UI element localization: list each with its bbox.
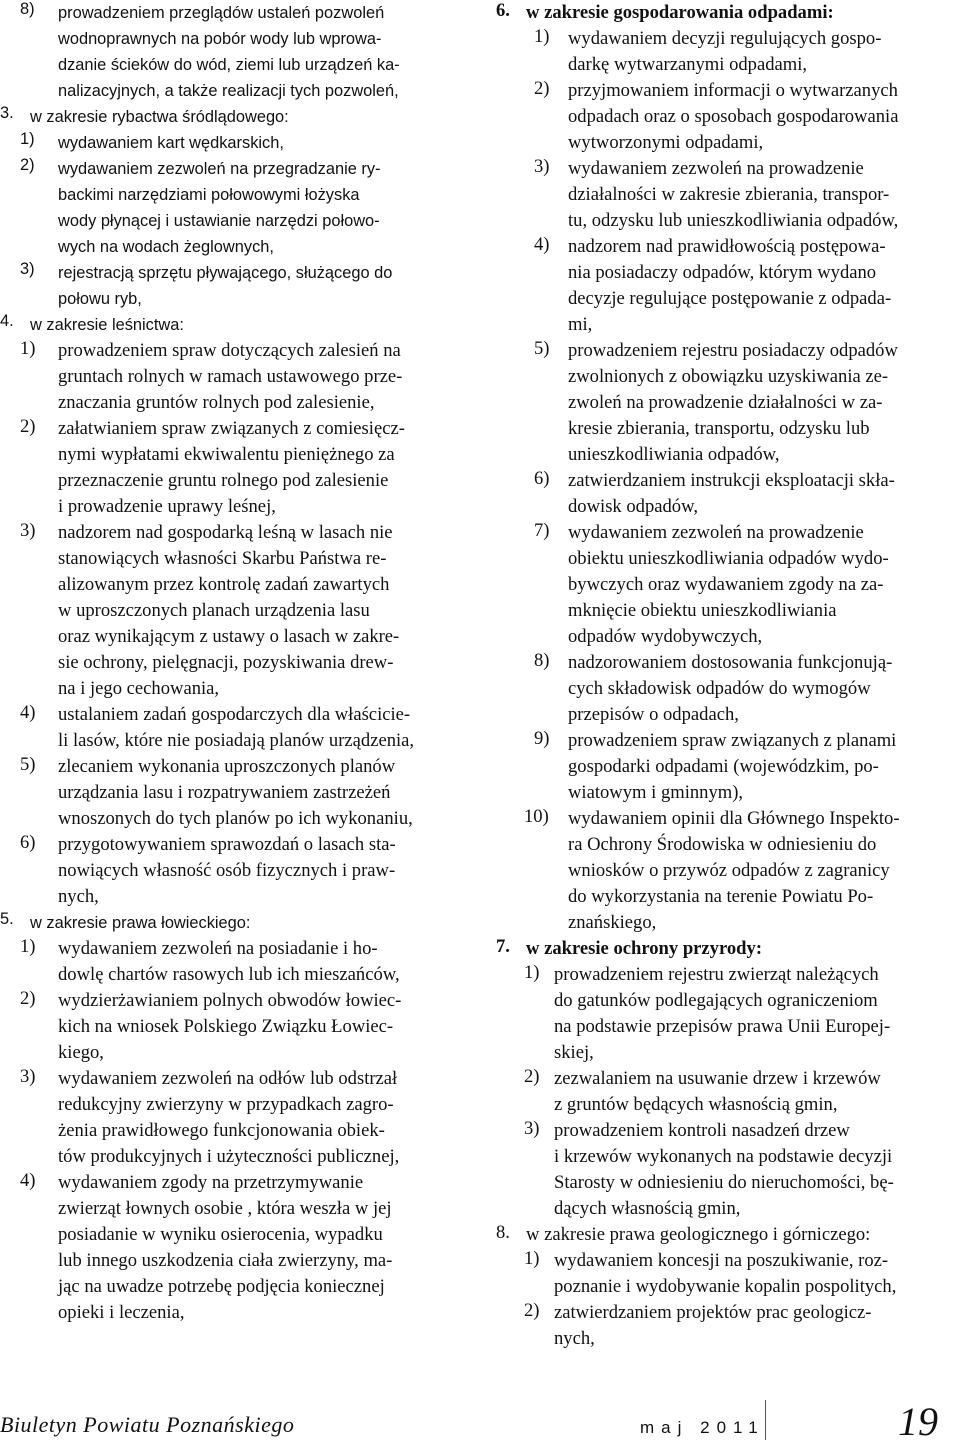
list-item-number: 2) bbox=[20, 988, 36, 1009]
list-item-number: 3) bbox=[524, 1118, 540, 1139]
list-item-line: Starosty w odniesieniu do nieruchomości, bę- bbox=[554, 1172, 894, 1193]
list-item bbox=[0, 832, 462, 910]
list-item-number: 1) bbox=[534, 26, 550, 47]
list-item-number: 3) bbox=[20, 520, 36, 541]
list-item-line: z gruntów będących własnością gmin, bbox=[554, 1094, 838, 1115]
list-item-line: w zakresie prawa łowieckiego: bbox=[30, 914, 251, 932]
list-item-line: alizowanym przez kontrolę zadań zawartych bbox=[58, 574, 390, 595]
list-item bbox=[0, 520, 462, 702]
list-item bbox=[0, 338, 462, 416]
list-item-line: wydawaniem opinii dla Głównego Inspekto- bbox=[568, 808, 900, 829]
list-item-line: obiektu unieszkodliwiania odpadów wydo- bbox=[568, 548, 889, 569]
list-item-line: wydawaniem zezwoleń na prowadzenie bbox=[568, 158, 864, 179]
list-item-number: 8) bbox=[534, 650, 550, 671]
list-item-number: 3) bbox=[20, 1066, 36, 1087]
page-number: 19 bbox=[898, 1399, 938, 1444]
list-item-line: przygotowywaniem sprawozdań o lasach sta- bbox=[58, 834, 396, 855]
list-item-line: odpadów wydobywczych, bbox=[568, 626, 763, 647]
list-item-number: 1) bbox=[524, 1248, 540, 1269]
list-item-line: wytworzonymi odpadami, bbox=[568, 132, 764, 153]
list-item-line: sie ochrony, pielęgnacji, pozyskiwania drew- bbox=[58, 652, 394, 673]
list-item-line: zwierząt łownych osobie , która weszła w jej bbox=[58, 1198, 392, 1219]
list-item-line: zwoleń na prowadzenie działalności w za- bbox=[568, 392, 883, 413]
list-item-line: unieszkodliwiania odpadów, bbox=[568, 444, 780, 465]
list-item-line: załatwianiem spraw związanych z comiesięcz- bbox=[58, 418, 405, 439]
publication-title: Biuletyn Powiatu Poznańskiego bbox=[0, 1412, 295, 1437]
list-item-line: wydawaniem zezwoleń na prowadzenie bbox=[568, 522, 864, 543]
list-item-number: 3) bbox=[534, 156, 550, 177]
list-item-line: rejestracją sprzętu pływającego, służącego do bbox=[58, 264, 393, 282]
list-item-line: decyzje regulujące postępowanie z odpada- bbox=[568, 288, 892, 309]
list-item-number: 8. bbox=[496, 1222, 510, 1243]
list-item bbox=[0, 702, 462, 754]
footer-divider bbox=[765, 1400, 766, 1440]
list-item-line: oraz wynikającym z ustawy o lasach w zakre- bbox=[58, 626, 400, 647]
list-item bbox=[496, 234, 958, 338]
list-item-number: 2) bbox=[524, 1300, 540, 1321]
list-item bbox=[496, 1118, 958, 1222]
list-item-line: zatwierdzaniem projektów prac geologicz- bbox=[554, 1302, 872, 1323]
list-item-line: prowadzeniem kontroli nasadzeń drzew bbox=[554, 1120, 850, 1141]
list-item bbox=[496, 1066, 958, 1118]
list-item-line: dowlę chartów rasowych lub ich mieszańców, bbox=[58, 964, 400, 985]
page-footer bbox=[0, 1400, 960, 1445]
list-item-line: tów produkcyjnych i użyteczności publicznej, bbox=[58, 1146, 400, 1167]
list-item-line: kiego, bbox=[58, 1042, 104, 1063]
list-item-line: opieki i leczenia, bbox=[58, 1302, 185, 1323]
list-item-line: poznanie i wydobywanie kopalin pospolitych, bbox=[554, 1276, 897, 1297]
list-item-line: ustalaniem zadań gospodarczych dla właścicie- bbox=[58, 704, 411, 725]
list-item-line: posiadanie w wyniku osierocenia, wypadku bbox=[58, 1224, 383, 1245]
list-item-line: mi, bbox=[568, 314, 593, 335]
list-item-number: 5) bbox=[20, 754, 36, 775]
list-item-number: 6. bbox=[496, 0, 510, 21]
list-item-line: i krzewów wykonanych na podstawie decyzji bbox=[554, 1146, 893, 1167]
list-item-number: 3. bbox=[0, 104, 14, 122]
list-item-line: nych, bbox=[58, 886, 99, 907]
list-item bbox=[496, 78, 958, 156]
list-item bbox=[496, 26, 958, 78]
list-item bbox=[496, 650, 958, 728]
list-item-line: wody płynącej i ustawianie narzędzi połowo- bbox=[58, 212, 380, 230]
list-item-line: przepisów o odpadach, bbox=[568, 704, 739, 725]
left-column bbox=[0, 0, 462, 1326]
list-item-line: tu, odzysku lub unieszkodliwiania odpadów, bbox=[568, 210, 899, 231]
list-item-line: zlecaniem wykonania uproszczonych planów bbox=[58, 756, 396, 777]
list-item-line: wnoszonych do tych planów po ich wykonaniu, bbox=[58, 808, 413, 829]
list-item-line: zatwierdzaniem instrukcji eksploatacji skła- bbox=[568, 470, 895, 491]
list-item-line: stanowiących własności Skarbu Państwa re- bbox=[58, 548, 387, 569]
list-item-line: skiej, bbox=[554, 1042, 594, 1063]
list-item-line: cych składowisk odpadów do wymogów bbox=[568, 678, 871, 699]
list-item-number: 1) bbox=[20, 338, 36, 359]
list-item-line: na podstawie przepisów prawa Unii Europej- bbox=[554, 1016, 891, 1037]
list-item bbox=[0, 260, 462, 312]
list-item-line: prowadzeniem rejestru posiadaczy odpadów bbox=[568, 340, 898, 361]
list-item-line: w zakresie ochrony przyrody: bbox=[526, 938, 763, 959]
list-item-line: wiatowym i gminnym), bbox=[568, 782, 744, 803]
list-item-line: redukcyjny zwierzyny w przypadkach zagro- bbox=[58, 1094, 394, 1115]
list-item-line: wydawaniem koncesji na poszukiwanie, roz- bbox=[554, 1250, 889, 1271]
list-item bbox=[0, 0, 462, 104]
list-item-line: gospodarki odpadami (wojewódzkim, po- bbox=[568, 756, 879, 777]
list-item-line: wydawaniem zgody na przetrzymywanie bbox=[58, 1172, 364, 1193]
list-item bbox=[496, 468, 958, 520]
list-item-line: wydawaniem kart wędkarskich, bbox=[58, 134, 284, 152]
list-item-line: wydawaniem decyzji regulujących gospo- bbox=[568, 28, 882, 49]
list-item-line: odpadach oraz o sposobach gospodarowania bbox=[568, 106, 899, 127]
list-item-line: zezwalaniem na usuwanie drzew i krzewów bbox=[554, 1068, 881, 1089]
list-item-line: kich na wniosek Polskiego Związku Łowiec- bbox=[58, 1016, 394, 1037]
list-item-line: zwolnionych z obowiązku uzyskiwania ze- bbox=[568, 366, 889, 387]
list-item-line: i prowadzenie uprawy leśnej, bbox=[58, 496, 276, 517]
list-item-line: backimi narzędziami połowowymi łożyska bbox=[58, 186, 360, 204]
list-item-line: do wykorzystania na terenie Powiatu Po- bbox=[568, 886, 874, 907]
list-item-line: wydawaniem zezwoleń na odłów lub odstrzał bbox=[58, 1068, 398, 1089]
list-item-line: przeznaczenie gruntu rolnego pod zalesienie bbox=[58, 470, 389, 491]
list-item-line: wydzierżawianiem polnych obwodów łowiec- bbox=[58, 990, 402, 1011]
list-item-number: 2) bbox=[534, 78, 550, 99]
list-item-number: 10) bbox=[524, 806, 549, 827]
list-item-number: 6) bbox=[534, 468, 550, 489]
list-item-line: ra Ochrony Środowiska w odniesieniu do bbox=[568, 834, 877, 855]
list-item-number: 3) bbox=[20, 260, 35, 278]
list-item bbox=[0, 1170, 462, 1326]
list-item-number: 5) bbox=[534, 338, 550, 359]
list-item bbox=[0, 936, 462, 988]
list-item bbox=[0, 1066, 462, 1170]
list-item-number: 6) bbox=[20, 832, 36, 853]
list-item-line: lub innego uszkodzenia ciała zwierzyny, ma- bbox=[58, 1250, 393, 1271]
list-item-line: wodnoprawnych na pobór wody lub wprowa- bbox=[58, 30, 382, 48]
list-item-line: wych na wodach żeglownych, bbox=[58, 238, 274, 256]
list-item bbox=[496, 156, 958, 234]
list-item-line: nalizacyjnych, a także realizacji tych pozwoleń, bbox=[58, 82, 399, 100]
list-item-line: bywczych oraz wydawaniem zgody na za- bbox=[568, 574, 884, 595]
list-item-line: wydawaniem zezwoleń na posiadanie i ho- bbox=[58, 938, 378, 959]
list-item bbox=[0, 156, 462, 260]
list-item-number: 4) bbox=[534, 234, 550, 255]
list-item bbox=[0, 416, 462, 520]
list-item bbox=[496, 1222, 958, 1248]
list-item-number: 8) bbox=[20, 0, 35, 18]
list-item-line: urządzania lasu i rozpatrywaniem zastrzeżeń bbox=[58, 782, 391, 803]
list-item-line: prowadzeniem rejestru zwierząt należących bbox=[554, 964, 879, 985]
list-item bbox=[496, 806, 958, 936]
list-item-number: 5. bbox=[0, 910, 14, 928]
list-item bbox=[496, 520, 958, 650]
list-item-line: dących własnością gmin, bbox=[554, 1198, 741, 1219]
list-item bbox=[0, 104, 462, 130]
list-item-line: prowadzeniem spraw związanych z planami bbox=[568, 730, 897, 751]
list-item-line: gruntach rolnych w ramach ustawowego prze- bbox=[58, 366, 403, 387]
list-item-line: mknięcie obiektu unieszkodliwiania bbox=[568, 600, 837, 621]
list-item-line: żenia prawidłowego funkcjonowania obiek- bbox=[58, 1120, 385, 1141]
list-item-number: 4. bbox=[0, 312, 14, 330]
list-item-number: 9) bbox=[534, 728, 550, 749]
list-item-line: w zakresie leśnictwa: bbox=[30, 316, 184, 334]
list-item-number: 1) bbox=[20, 130, 35, 148]
list-item-line: prowadzeniem przeglądów ustaleń pozwoleń bbox=[58, 4, 385, 22]
list-item-line: prowadzeniem spraw dotyczących zalesień na bbox=[58, 340, 401, 361]
list-item-line: kresie zbierania, transportu, odzysku lub bbox=[568, 418, 870, 439]
list-item-line: wniosków o przywóz odpadów z zagranicy bbox=[568, 860, 890, 881]
list-item-number: 2) bbox=[20, 156, 35, 174]
list-item-line: działalności w zakresie zbierania, transpor- bbox=[568, 184, 890, 205]
list-item-number: 7. bbox=[496, 936, 510, 957]
list-item bbox=[496, 1300, 958, 1352]
list-item bbox=[0, 312, 462, 338]
list-item-line: dzanie ścieków do wód, ziemi lub urządzeń ka- bbox=[58, 56, 400, 74]
list-item-number: 2) bbox=[524, 1066, 540, 1087]
list-item bbox=[496, 728, 958, 806]
list-item-line: w uproszczonych planach urządzenia lasu bbox=[58, 600, 370, 621]
list-item bbox=[496, 0, 958, 26]
list-item-line: w zakresie gospodarowania odpadami: bbox=[526, 2, 834, 23]
list-item-line: li lasów, które nie posiadają planów urządzenia, bbox=[58, 730, 415, 751]
list-item bbox=[0, 754, 462, 832]
right-column bbox=[496, 0, 958, 1352]
list-item-line: nadzorem nad prawidłowością postępowa- bbox=[568, 236, 886, 257]
list-item-line: wydawaniem zezwoleń na przegradzanie ry- bbox=[58, 160, 381, 178]
list-item bbox=[0, 910, 462, 936]
list-item bbox=[496, 1248, 958, 1300]
list-item-line: dowisk odpadów, bbox=[568, 496, 698, 517]
list-item-line: znańskiego, bbox=[568, 912, 657, 933]
list-item bbox=[0, 988, 462, 1066]
list-item-line: znaczania gruntów rolnych pod zalesienie, bbox=[58, 392, 375, 413]
list-item bbox=[496, 936, 958, 962]
list-item-number: 4) bbox=[20, 1170, 36, 1191]
issue-date: maj 2011 bbox=[640, 1418, 765, 1437]
list-item-line: jąc na uwadze potrzebę podjęcia koniecznej bbox=[58, 1276, 385, 1297]
list-item-line: przyjmowaniem informacji o wytwarzanych bbox=[568, 80, 898, 101]
list-item-number: 4) bbox=[20, 702, 36, 723]
list-item-line: nia posiadaczy odpadów, którym wydano bbox=[568, 262, 877, 283]
list-item bbox=[496, 338, 958, 468]
list-item-line: do gatunków podlegających ograniczeniom bbox=[554, 990, 878, 1011]
list-item-line: w zakresie rybactwa śródlądowego: bbox=[30, 108, 289, 126]
list-item-number: 7) bbox=[534, 520, 550, 541]
list-item-line: nadzorem nad gospodarką leśną w lasach nie bbox=[58, 522, 393, 543]
list-item-number: 1) bbox=[20, 936, 36, 957]
list-item-line: w zakresie prawa geologicznego i górniczego: bbox=[526, 1224, 871, 1245]
list-item bbox=[0, 130, 462, 156]
list-item-line: na i jego cechowania, bbox=[58, 678, 220, 699]
list-item-line: nych, bbox=[554, 1328, 595, 1349]
list-item bbox=[496, 962, 958, 1066]
list-item-number: 2) bbox=[20, 416, 36, 437]
list-item-line: nadzorowaniem dostosowania funkcjonują- bbox=[568, 652, 893, 673]
list-item-line: darkę wytwarzanymi odpadami, bbox=[568, 54, 808, 75]
list-item-line: nowiących własność osób fizycznych i praw- bbox=[58, 860, 396, 881]
list-item-number: 1) bbox=[524, 962, 540, 983]
list-item-line: nymi wypłatami ekwiwalentu pieniężnego za bbox=[58, 444, 395, 465]
list-item-line: połowu ryb, bbox=[58, 290, 142, 308]
